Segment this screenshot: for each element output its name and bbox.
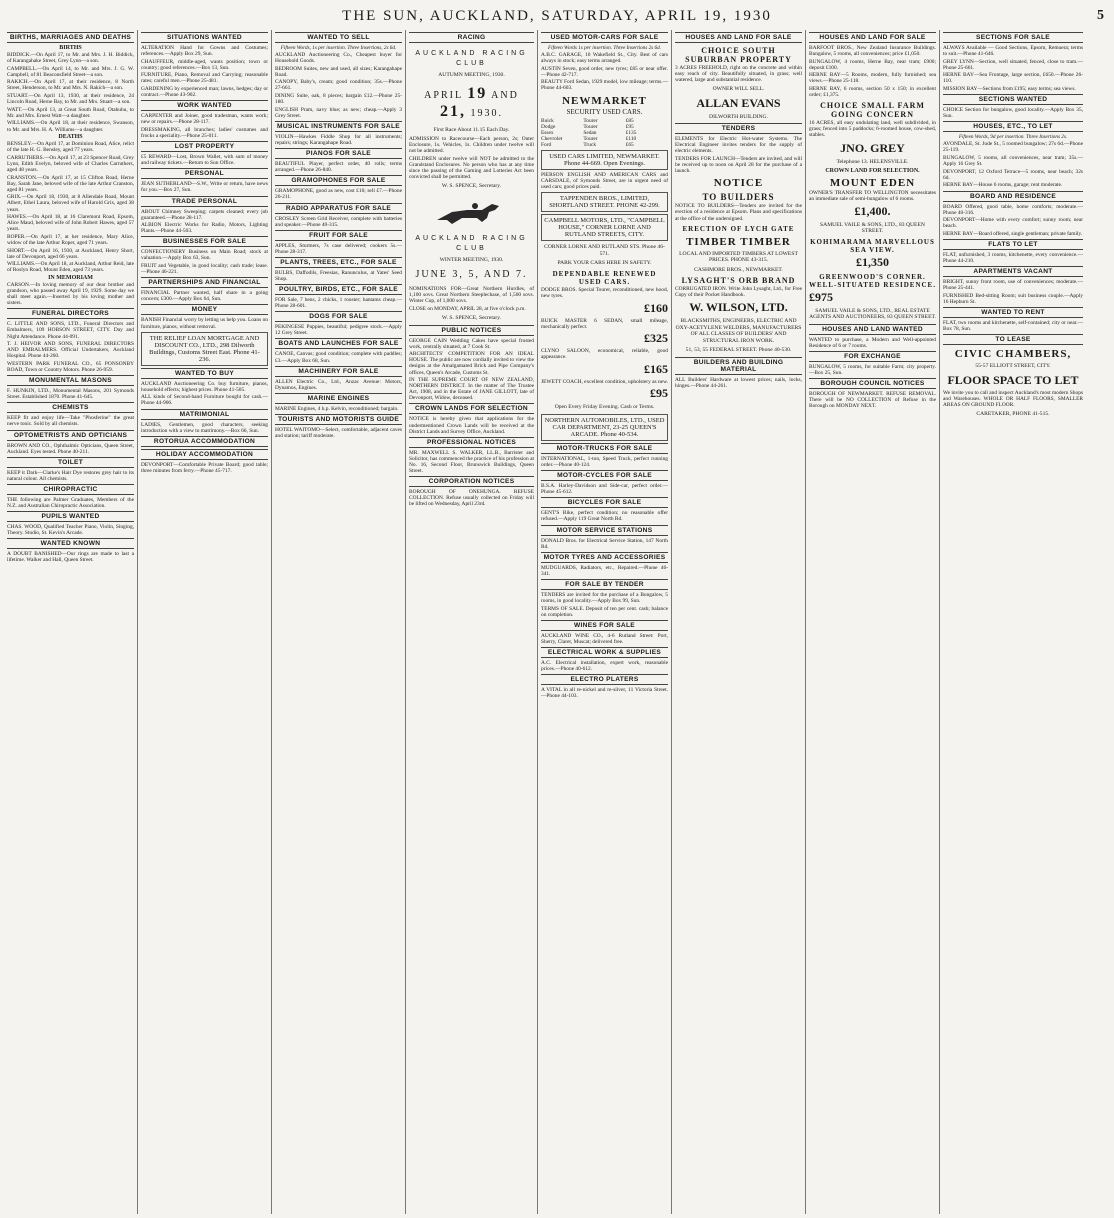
club-word-2: RACING [482,50,528,57]
section-heading-rotorua: ROTORUA ACCOMMODATION [141,436,268,447]
section-heading-pianos: PIANOS FOR SALE [275,148,402,159]
masthead [0,0,1114,34]
advert: BUNGALOW, 5 rooms, for suitable Farm; city property.—Box 25, Sun. [809,363,936,376]
notice-item: CRANSTON.—On April 17, at 15 Clifton Road, Herne Bay, Sarah Jane, beloved wife of the late Arthur Cranston, aged 81 years. [7,174,134,193]
price: £1,350 [856,254,889,269]
advert: TENDERS are invited for the purchase of a Bungalow, 5 rooms, in good locality.—Apply Box 99, Sun. [541,591,668,604]
secretary: W. S. SPENCE, Secretary. [441,315,502,322]
section-heading-pupils: PUPILS WANTED [7,511,134,522]
notice-item: NOTICE is hereby given that applications for the undermentioned Crown Lands will be received at the District Lands and Survey Office, Auckland. [409,416,534,435]
section-heading-electrical: ELECTRICAL WORK & SUPPLIES [541,647,668,658]
notice-item: GRIX.—On April 18, 1930, at 8 Allendale Road, Mount Albert, Ethel Laura, beloved wife of Harold Grix, aged 38 years. [7,194,134,213]
column-8 [940,30,1086,1214]
price: £325 [644,331,668,346]
car-list-row: Chevrolet Tourer £110 [541,135,637,142]
advert: 16 ACRES, all easy undulating land, well subdivided, in grass; fenced into 5 paddocks; 6-roomed house, cow-shed, stables. [809,120,936,139]
notice-title: NOTICE [713,177,764,190]
open-friday: Open Every Friday Evening. Cash or Terms. [554,404,655,411]
advert: HERNE BAY—5 Rooms, modern, fully furnished; sea views.—Phone 25-118. [809,72,936,85]
advert: ABOUT Chimney Sweeping; carpets cleaned; every job guaranteed.—Phone 28-117. [141,208,268,221]
secretary: W. S. SPENCE, Secretary. [441,183,502,190]
advert: DONALD Bros. for Electrical Service Station, 147 North Rd. [541,537,668,550]
section-heading-wanted-rent: WANTED TO RENT [943,307,1083,318]
section-heading-chiropractic: CHIROPRACTIC [7,484,134,495]
advert: DRESSMAKING, all branches; ladies' costumes and frocks a speciality.—Phone 25-011. [141,126,268,140]
advert: VIOLIN—Hawkes Fiddle Shop for all instruments; repairs; strings; Karangahape Road. [275,133,402,147]
car-list-row: Buick Tourer £85 [541,117,634,124]
dependable-title: DEPENDABLE RENEWED USED CARS. [552,269,657,286]
section-heading-wanted-known: WANTED KNOWN [7,538,134,549]
section-heading-houses-wanted: HOUSES AND LAND WANTED [809,324,936,335]
column-1 [4,30,138,1214]
section-heading-flats: FLATS TO LET [943,239,1083,250]
section-heading-bicycles: BICYCLES FOR SALE [541,497,668,508]
timber-body: LOCAL AND IMPORTED TIMBERS AT LOWEST PRICES. PHONE 43-315. [679,250,798,264]
advert: AUCKLAND WINE CO., 4-6 Rutland Street: Port, Sherry, Claret, Muscat; delivered free. [541,632,668,645]
car-list-row: Ford Truck £65 [541,141,634,148]
advert: CANOE, Canvas; good condition; complete with paddles; £3.—Apply Box 68, Sun. [275,351,402,364]
advert: £5 REWARD—Lost, Brown Wallet, with sum of money and railway tickets.—Return to Sun Office. [141,154,268,167]
section-heading-poultry: POULTRY, BIRDS, ETC., FOR SALE [275,284,402,295]
price: £1,400. [854,203,891,218]
northern-advert: NORTHERN AUTOMOBILES, LTD., USED CAR DEPARTMENT, 23-25 QUEEN'S ARCADE. Phone 40-534. [541,414,668,441]
allan-evans: ALLAN EVANS [696,95,781,110]
section-heading-wanted-to-sell: WANTED TO SELL [275,32,402,43]
advert: CONFECTIONERY Business on Main Road; stock at valuation.—Apply Box 63, Sun. [141,249,268,262]
race-dates-2: JUNE 3, 5, AND 7. [415,269,528,281]
notice-item: HAWES.—On April 18, at 16 Claremont Road, Epsom, Alice Maud, beloved wife of John Robert Hawes, aged 57 years. [7,214,134,233]
jno-grey: JNO. GREY [840,140,905,155]
section-heading-to-let: HOUSES, ETC., TO LET [943,121,1083,132]
advert: GRAMOPHONE, good as new, cost £16; sell £7.—Phone 26-211. [275,188,402,201]
section-heading-exchange: FOR EXCHANGE [809,351,936,362]
advert: OWNER'S TRANSFER TO WELLINGTON necessitates an immediate sale of semi-bungalow of 6 rooms. [809,190,936,203]
column-5 [538,30,672,1214]
meeting-title: AUTUMN MEETING, 1930. [438,72,505,78]
builders-title: TO BUILDERS [702,192,775,203]
section-heading-money: MONEY [141,304,268,315]
section-heading-fruit: FRUIT FOR SALE [275,230,402,241]
advert: HERNE BAY—Board offered, single gentleman; private family. [943,230,1083,237]
advert: DEVONPORT, 12 Oxford Terrace—5 rooms, near beach; 32s 6d. [943,168,1083,181]
advert: CROSLEY Screen Grid Receiver, complete with batteries and speaker.—Phone 40-315. [275,215,402,228]
advert: ENGLISH Pram, navy blue; as new; cheap.—Apply 3 Grey Street. [275,106,402,119]
advert: CHAS. WOOD, Qualified Teacher Piano, Violin, Singing, Theory. Studio, St. Kevin's Arcade. [7,524,134,537]
advert: BUNGALOW, 5 rooms, all conveniences, near tram; 35s.—Apply 16 Grey St. [943,155,1083,168]
section-heading-plating: ELECTRO PLATERS [541,674,668,685]
club-word-3: CLUB [456,244,487,252]
newmarket-title: NEWMARKET [562,94,647,107]
advert: C. LITTLE AND SONS, LTD., Funeral Directors and Embalmers, 109 HOBSON STREET, CITY. Day and Night Attendance. Phone 44-091. [7,321,134,340]
advert: INTERNATIONAL, 1-ton, Speed Truck, perfect running order.—Phone 40-124. [541,455,668,469]
vaile-address-2: SAMUEL VAILE & SONS, LTD., REAL ESTATE AGENTS AND AUCTIONEERS, 83 QUEEN STREET. [809,307,936,321]
advert: FLAT, two rooms and kitchenette, self-contained; city or near.—Box 78, Sun. [943,320,1083,333]
advert: CHAUFFEUR, middle-aged, wants position; town or country; good references.—Box 13, Sun. [141,58,268,71]
section-heading-musical: MUSICAL INSTRUMENTS FOR SALE [275,121,402,132]
racing-club-title [409,49,534,69]
racehorse-icon [427,198,517,228]
notice-item: CARSON.—In loving memory of our dear brother and grandson, who passed away April 19, 1929. Some day we shall meet again.—Inserted by his loving mother and sisters. [7,282,134,307]
campbell-advert: CAMPBELL MOTORS, LTD., "CAMPBELL HOUSE," CORNER LORNE AND RUTLAND STREETS, CITY. [541,214,668,241]
section-heading-building-material: BUILDERS AND BUILDING MATERIAL [675,357,802,375]
crown-land-selection: CROWN LAND FOR SELECTION. [825,168,920,175]
section-heading-work-wanted: WORK WANTED [141,100,268,111]
section-heading-trucks: MOTOR-TRUCKS FOR SALE [541,443,668,454]
advert: CHOICE Section for bungalow, good locality.—Apply Box 35, Sun. [943,107,1083,120]
section-heading-boats: BOATS AND LAUNCHES FOR SALE [275,338,402,349]
security-subtitle: SECURITY USED CARS. [566,107,643,116]
advert: A DOUBT BANISHED—Our rings are made to last a lifetime. Walker and Hall, Queen Street. [7,551,134,564]
choice-property-title: CHOICE SOUTH SUBURBAN PROPERTY [685,46,792,64]
advert: BUNGALOW, 4 rooms, Herne Bay, near tram; £900; deposit £100. [809,58,936,71]
price: £165 [644,361,668,376]
advert: FRUIT and Vegetable, in good locality; cash trade; lease.—Phone 46-221. [141,263,268,276]
race-dates [409,85,534,121]
floor-space-title: FLOOR SPACE TO LET [947,372,1079,387]
advert: AVONDALE, St. Jude St., 5 roomed bungalow; 27s 6d.—Phone 25-119. [943,141,1083,154]
club-word-1: AUCKLAND [415,234,478,242]
advert: TENDERS FOR LAUNCH—Tenders are invited, and will be received up to noon on April 28 for the purchase of a launch. [675,156,802,175]
notice-item: BOROUGH OF ONEHUNGA. REFUSE COLLECTION. Refuse usually collected on Friday will be lifted on Wednesday, April 23rd. [409,489,534,508]
section-heading-houses-land: HOUSES AND LAND FOR SALE [675,32,802,43]
rate-line: Fifteen Words 1s per insertion. Three Insertions 2s 6d. [548,45,661,51]
kohimarama-title: KOHIMARAMA MARVELLOUS SEA VIEW. [810,237,935,254]
advert: AUCKLAND Auctioneering Co., Cheapest buyer for Household Goods. [275,52,402,65]
wilson-title: W. WILSON, LTD. [689,300,788,315]
federal-street: 51, 53, 55 FEDERAL STREET. Phone 40-530. [685,347,792,354]
section-heading-partnerships: PARTNERSHIPS AND FINANCIAL [141,277,268,288]
notice-item: CARRUTHERS.—On April 17, at 23 Spencer Road, Grey Lynn, Edith Evelyn, beloved wife of Charles Carruthers, aged 48 years. [7,154,134,173]
advert: CARPENTER and Joiner, good tradesman, wants work; new or repairs.—Phone 28-117. [141,113,268,126]
advert: KEEP fit and enjoy life—Take "Phosferine" the great nerve tonic. Sold by all chemists. [7,415,134,428]
newspaper-title: THE SUN, AUCKLAND, SATURDAY, APRIL 19, 1930 [342,8,772,24]
advert: FURNISHED Bed-sitting Room; suit business couple.—Apply 16 Hepburn St. [943,292,1083,305]
section-heading-personal: PERSONAL [141,168,268,179]
section-heading-board: BOARD AND RESIDENCE [943,191,1083,202]
advert: F. HUNKIN, LTD., Monumental Masons, 201 Symonds Street. Established 1870. Phone 41-645. [7,388,134,401]
advert: ALLEN Electric Co., Ltd., Anzac Avenue: Motors, Dynamos, Engines. [275,378,402,391]
memoriam-heading: IN MEMORIAM [48,275,93,281]
section-heading-wanted-to-buy: WANTED TO BUY [141,368,268,379]
park-cars: PARK YOUR CARS HERE IN SAFETY. [557,260,652,267]
advert: GARDENING by experienced man; lawns, hedges; day or contract.—Phone 43-902. [141,86,268,99]
section-heading-to-lease: TO LEASE [943,334,1083,345]
notice-item: GEORGE CAIN Wedding Cakes have special frosted work, centrally situated, at 7 Cook St. [409,337,534,350]
advert: FLAT, unfurnished, 3 rooms, kitchenette, every convenience.—Phone 44-210. [943,251,1083,265]
children-text: CHILDREN under twelve will NOT be admitted to the Grandstand Enclosures. No person who has at any time since the passing of the Gaming and Lotteries Act been convicted shall be permitted. [409,155,534,181]
car-description: CLYNO SALOON, economical, reliable, good appearance. [541,348,668,361]
price: £160 [644,300,668,315]
racing-club-title-2 [409,234,534,254]
advert: HOTEL WAITOMO—Select, comfortable, adjacent caves and station; tariff moderate. [275,426,402,439]
section-heading-public-notices: PUBLIC NOTICES [409,325,534,336]
section-heading-marine: MARINE ENGINES [275,393,402,404]
car-description: DODGE BROS. Special Tourer, reconditioned, new hood, new tyres. [541,286,668,299]
advert: BANISH Financial worry by letting us help you. Loans on furniture, pianos, without removal. [141,317,268,330]
section-heading-chemists: CHEMISTS [7,402,134,413]
club-word-2: RACING [482,234,528,242]
advert: THE following are Palmer Graduates, Members of the N.Z. and Australian Chiropractic Association. [7,496,134,509]
admission-text: ADMISSION to Racecourse—Each person, 2s; Outer Enclosure, 1s. Vehicles, 1s. Children under twelve will not be admitted. [409,136,534,155]
births-heading: BIRTHS [59,45,82,51]
advert: HERNE BAY—Sea Frontage, large section, £650.—Phone 26-110. [943,72,1083,85]
relief-loan-advert: THE RELIEF LOAN MORTGAGE AND DISCOUNT CO., LTD., 298 Dilworth Buildings, Customs Street East. Phone 41-236. [141,332,268,366]
section-heading-situations: SITUATIONS WANTED [141,32,268,43]
section-heading-sections: SECTIONS FOR SALE [943,32,1083,43]
tappenden-advert: TAPPENDEN BROS., LIMITED, SHORTLAND STREET. PHONE 42-299. [541,192,668,212]
advert: FURNITURE, Piano, Removal and Carrying; reasonable rates; careful men.—Phone 25-481. [141,72,268,85]
greenwood-title: GREENWOOD'S CORNER. WELL-SITUATED RESIDENCE. [809,272,936,289]
used-cars-advert: USED CARS LIMITED, NEWMARKET. Phone 44-669. Open Evenings. [541,150,668,170]
advert: BEAUTY Ford Sedan, 1929 model, low mileage; terms.—Phone 44-603. [541,79,668,92]
section-heading-tenders: TENDERS [675,123,802,134]
section-heading-funeral: FUNERAL DIRECTORS [7,308,134,319]
advert: 3 ACRES FREEHOLD, right on the concrete and within easy reach of city. Beautifully situated, in grass; well watered, large and substantial residence. [675,65,802,84]
section-heading-optometrists: OPTOMETRISTS AND OPTICIANS [7,430,134,441]
advert: BULBS, Daffodils, Freesias, Ranunculus, at Yates' Seed Shop. [275,269,402,282]
section-heading-houses-land: HOUSES AND LAND FOR SALE [809,32,936,43]
notice-item: BENSLEY.—On April 17, at Dominion Road, Alice, relict of the late H. G. Bensley, aged 77 years. [7,141,134,154]
advert: KEEP it Dark—Clarke's Hair Dye restores grey hair to its natural colour. All chemists. [7,469,134,482]
notice-item: STUART.—On April 13, 1930, at their residence, 24 Lincoln Road, Herne Bay, to Mr. and Mrs. Stuart—a son. [7,93,134,106]
section-heading-sections-wanted: SECTIONS WANTED [943,94,1083,105]
advert: T. J. HEIVOR AND SONS, FUNERAL DIRECTORS AND EMBALMERS. Official Undertakers, Auckland Hospital. Phone 44-260. [7,341,134,360]
orb-brand-title: LYSAGHT'S ORB BRAND [681,276,796,286]
caretaker-phone: CARETAKER, PHONE 41-515. [976,411,1050,417]
advert: GREY LYNN—Section, well situated, fenced, close to tram.—Phone 25-661. [943,58,1083,71]
advert: PIERSON ENGLISH AND AMERICAN CARS and CARSDALE, of Symonds Street, are in urgent need of used cars; good prices paid. [541,172,668,191]
car-description: BUICK MASTER 6 SEDAN, small mileage, mechanically perfect. [541,317,668,330]
section-heading-radio: RADIO APPARATUS FOR SALE [275,203,402,214]
section-heading-professional: PROFESSIONAL NOTICES [409,437,534,448]
car-description: JEWETT COACH, excellent condition, upholstery as new. [541,378,668,385]
advert: A VITAL in all re-nickel and re-silver, 11 Victoria Street.—Phone 44-103. [541,687,668,700]
grey-telephone: Telephone 13. HELENSVILLE. [836,158,909,165]
advert: BRIGHT, sunny front room, use of conveniences; moderate.—Phone 25-441. [943,279,1083,292]
section-heading-births-marriages-deaths: BIRTHS, MARRIAGES AND DEATHS [7,32,134,43]
notice-item: ARCHITECTS' COMPETITION FOR AN IDEAL HOUSE. The public are now cordially invited to view the designs at the Amalgamated Brick and Pipe Company's offices, Queen's Arcade, Customs St. [409,351,534,376]
advert: MUDGUARDS, Radiators, etc., Repaired.—Phone 46-341. [541,564,668,577]
advert: BEDROOM Suites, new and used, all sizes; Karangahape Road. [275,65,402,78]
column-4-racing [406,30,538,1214]
advert: CORRUGATED IRON. Write John Lysaght, Ltd., for Free Copy of their Pocket Handbook. [675,286,802,299]
close-text: CLOSE on MONDAY, APRIL 28, at five o'clock p.m. [409,305,526,312]
column-2 [138,30,272,1214]
vaile-address: SAMUEL VAILE & SONS, LTD., 83 QUEEN STREET. [820,221,925,235]
newspaper-columns [4,30,1110,1214]
price: £95 [650,386,668,401]
advert: TERMS OF SALE. Deposit of ten per cent. cash; balance on completion. [541,605,668,618]
advert: BARFOOT BROS., New Zealand Insurance Buildings. Bungalow, 5 rooms, all conveniences; price £1,050. [809,45,936,58]
advert: CANOPY, Baby's, cream; good condition; 35s.—Phone 27-661. [275,79,402,92]
advert: NOTICE TO BUILDERS—Tenders are invited for the erection of a residence at Epsom. Plans and specifications at the office of the undersigned. [675,203,802,222]
month: APRIL [424,89,463,101]
advert: DEVONPORT—Comfortable Private Board; good table; three minutes from ferry.—Phone 45-717. [141,461,268,474]
section-heading-plants: PLANTS, TREES, ETC., FOR SALE [275,257,402,268]
column-3 [272,30,406,1214]
car-list-row: Dodge Tourer £95 [541,123,634,130]
advert: WANTED to purchase, a Modern and Well-appointed Residence of 6 or 7 rooms. [809,336,936,349]
section-heading-wines: WINES FOR SALE [541,620,668,631]
section-heading-trade-personal: TRADE PERSONAL [141,196,268,207]
section-heading-businesses: BUSINESSES FOR SALE [141,236,268,247]
club-word-3: CLUB [456,60,487,67]
club-word-1: AUCKLAND [415,50,478,57]
section-heading-used-cars: USED MOTOR-CARS FOR SALE [541,32,668,43]
small-farm-title: CHOICE SMALL FARM GOING CONCERN [820,101,925,120]
section-heading-monumental: MONUMENTAL MASONS [7,375,134,386]
section-heading-tyres: MOTOR TYRES AND ACCESSORIES [541,552,668,563]
column-6 [672,30,806,1214]
cashmore: CASHMORE BROS., NEWMARKET. [694,266,783,273]
page-number: 5 [1097,8,1104,23]
section-heading-tourists: TOURISTS AND MOTORISTS GUIDE [275,414,402,425]
advert: JEAN SUTHERLAND—S.W., Write or return, have news for you.—Box 27, Sun. [141,181,268,194]
rate-line: Fifteen Words, 9d per insertion. Three Insertions 2s. [958,134,1068,141]
deaths-heading: DEATHS [58,134,83,141]
notice-item: RAKICH.—On April 17, at their residence, 8 North Street, Henderson, to Mr. and Mrs. N. Rakich—a son. [7,79,134,92]
advert: B.S.A. Harley-Davidson and Side-car, perfect order.—Phone 45-612. [541,483,668,496]
advert: We invite you to call and inspect Auckland's most modern Shops and Warehouses. WHOLE OR HALF FLOORS, SMALLER AREAS ON GROUND FLOOR. [943,389,1083,408]
advert: HERNE BAY, 6 rooms, section 50 x 150; in excellent order; £1,375. [809,86,936,99]
advert: ALBION Electric Works for Radio, Motors, Lighting Plants.—Phone 44-503. [141,222,268,235]
nominations-text: NOMINATIONS FOR—Great Northern Hurdles, of 1,100 sovs. Great Northern Steeplechase, of 1,500 sovs. Winter Cup, of 1,000 sovs. [409,286,534,305]
section-heading-crown-lands: CROWN LANDS FOR SELECTION [409,403,534,414]
section-heading-corporation: CORPORATION NOTICES [409,476,534,487]
advert: A.C. Electrical installation, expert work, reasonable prices.—Phone 40-612. [541,659,668,673]
advert: MISSION BAY—Sections from £195; easy terms; sea views. [943,86,1076,93]
section-heading-service: MOTOR SERVICE STATIONS [541,525,668,536]
price: £975 [809,289,833,304]
date-and: AND [491,89,519,101]
lych-gate-title: ERECTION OF LYCH GATE [682,224,795,233]
advert: BEAUTIFUL Player, perfect order, 40 rolls; terms arranged.—Phone 26-840. [275,161,402,174]
notice-item: WILLIAMS.—On April 18, at their residence, Swanson, to Mr. and Mrs. H. A. Williams—a daughter. [7,120,134,133]
lorne-address: CORNER LORNE AND RUTLAND STS. Phone 46-571. [544,244,665,257]
notice-item: WILLIAMS.—On April 18, at Auckland, Arthur Reid, late of Roslyn Road, Mount Eden, aged 73 years. [7,261,134,274]
first-race-time: First Race About 11.15 Each Day. [433,126,510,133]
notice-item: BIDDICK.—On April 17, to Mr. and Mrs. J. H. Biddick, of Karangahake Street, Grey Lynn—a son. [7,52,134,65]
advert: DINING Suite, oak, 8 pieces; bargain £12.—Phone 25-180. [275,93,402,106]
section-heading-lost: LOST PROPERTY [141,141,268,152]
date-b: 21, [440,102,466,120]
section-heading-holiday: HOLIDAY ACCOMMODATION [141,449,268,460]
advert: WESTERN PARK FUNERAL CO., 65 PONSONBY ROAD, Town or Country Motors. Phone 26-959. [7,360,134,374]
advert: AUSTIN Seven, good order, new tyres; £85 or near offer.—Phone 42-717. [541,65,668,78]
advert: MARINE Engines, 4 h.p. Kelvin, reconditioned; bargain. [275,405,399,412]
section-heading-apartments: APARTMENTS VACANT [943,266,1083,277]
advert: PEKINGESE Puppies, beautiful; pedigree stock.—Apply 12 Grey Street. [275,324,402,337]
date-a: 19 [467,84,488,102]
section-heading-toilet: TOILET [7,457,134,468]
dilworth-building: DILWORTH BUILDING. [709,113,768,120]
advert: A.B.C. GARAGE, 10 Wakefield St., City. Best of cars always in stock; easy terms arranged. [541,52,668,65]
advert: HERNE BAY—House 6 rooms, garage; rent moderate. [943,182,1063,189]
advert: BROWN AND CO., Ophthalmic Opticians, Queen Street, Auckland. Eyes tested. Phone 40-211. [7,442,134,455]
section-heading-borough: BOROUGH COUNCIL NOTICES [809,378,936,389]
year: 1930. [470,107,503,119]
civic-chambers-title: CIVIC CHAMBERS, [954,348,1072,361]
section-heading-tender: FOR SALE BY TENDER [541,579,668,590]
rate-line: Fifteen Words, 1s per insertion. Three Insertions, 2s 6d. [280,45,397,51]
advert: ALWAYS Available — Good Sections, Epsom, Remuera; terms to suit.—Phone 41-646. [943,45,1083,58]
civic-address: 55-57 ELLIOTT STREET, CITY. [975,363,1051,370]
advert: ELEMENTS for Electric Hot-water Systems. The Electrical Engineer invites tenders for the supply of electric elements. [675,136,802,155]
section-heading-gramophones: GRAMOPHONES FOR SALE [275,175,402,186]
section-heading-dogs: DOGS FOR SALE [275,311,402,322]
advert: AUCKLAND Auctioneering Co. buy furniture, pianos, household effects; highest prices. Phone 41-505. [141,380,268,393]
section-heading-machinery: MACHINERY FOR SALE [275,366,402,377]
notice-item: IN THE SUPREME COURT OF NEW ZEALAND, NORTHERN DISTRICT. In the matter of The Trustee Act, 1908, and in the Estate of JANE GILLOTT, late of Devonport, Widow, deceased. [409,377,534,402]
advert: FINANCIAL Partner wanted, half share in a going concern; £300.—Apply Box 64, Sun. [141,290,268,303]
wilson-body: BLACKSMITHS, ENGINEERS, ELECTRIC AND OXY-ACETYLENE WELDERS, MANUFACTURERS OF ALL CLASSES OF BUILDERS' AND STRUCTURAL IRON WORK. [675,318,802,344]
notice-item: SHORT.—On April 16, 1930, at Auckland, Henry Short, late of Devonport, aged 66 years. [7,247,134,260]
timber-title: TIMBER TIMBER [686,235,791,248]
advert: GENT'S Bike, perfect condition; no reasonable offer refused.—Apply 119 Great North Rd. [541,510,668,523]
advert: LADIES, Gentlemen, good characters, seeking introduction with a view to matrimony.—Box 66, Sun. [141,421,268,434]
notice-item: ROPER.—On April 17, at her residence, Mary Alice, widow of the late Arthur Roper, aged 71 years. [7,233,134,247]
car-list-row: Essex Sedan £135 [541,129,637,136]
advert: ALTERATION Hand for Gowns and Costumes; references.—Apply Box 29, Sun. [141,45,268,58]
advert: FOR Sale, 7 hens, 2 chicks, 1 rooster; bantams cheap.—Phone 28-601. [275,297,402,310]
section-heading-matrimonial: MATRIMONIAL [141,409,268,420]
advert: DEVONPORT—Home with every comfort; sunny room; near beach. [943,217,1083,230]
advert: BOROUGH OF NEWMARKET. REFUSE REMOVAL. There will be NO COLLECTION of Refuse in the Borough on MONDAY NEXT. [809,391,936,410]
owner-will-sell: OWNER WILL SELL. [712,86,765,93]
column-7 [806,30,940,1214]
advert: ALL kinds of Second-hand Furniture bought for cash.—Phone 44-906. [141,394,268,407]
notice-item: MR. MAXWELL S. WALKER, LL.B., Barrister and Solicitor, has commenced the practice of his profession at No. 16, Second Floor, Brunswick Buildings, Queen Street. [409,449,534,475]
section-heading-cycles: MOTOR-CYCLES FOR SALE [541,470,668,481]
advert: APPLES, Sturmers, 7s case delivered; cookers 5s.—Phone 28-317. [275,242,402,255]
notice-item: WATT.—On April 13, at Great South Road, Otahuhu, to Mr. and Mrs. Ernest Watt—a daughter. [7,106,134,119]
meeting-title-2: WINTER MEETING, 1930. [439,256,504,263]
advert: BOARD Offered, good table, home comforts; moderate.—Phone 40-316. [943,203,1083,216]
notice-item: CAMPBELL.—On April 14, to Mr. and Mrs. J. G. W. Campbell, of 81 Beaconsfield Street—a son. [7,65,134,78]
mount-eden-title: MOUNT EDEN [829,177,916,190]
section-heading-racing: RACING [409,32,534,43]
advert: ALL Builders' Hardware at lowest prices; nails, locks, hinges.—Phone 44-261. [675,376,802,389]
